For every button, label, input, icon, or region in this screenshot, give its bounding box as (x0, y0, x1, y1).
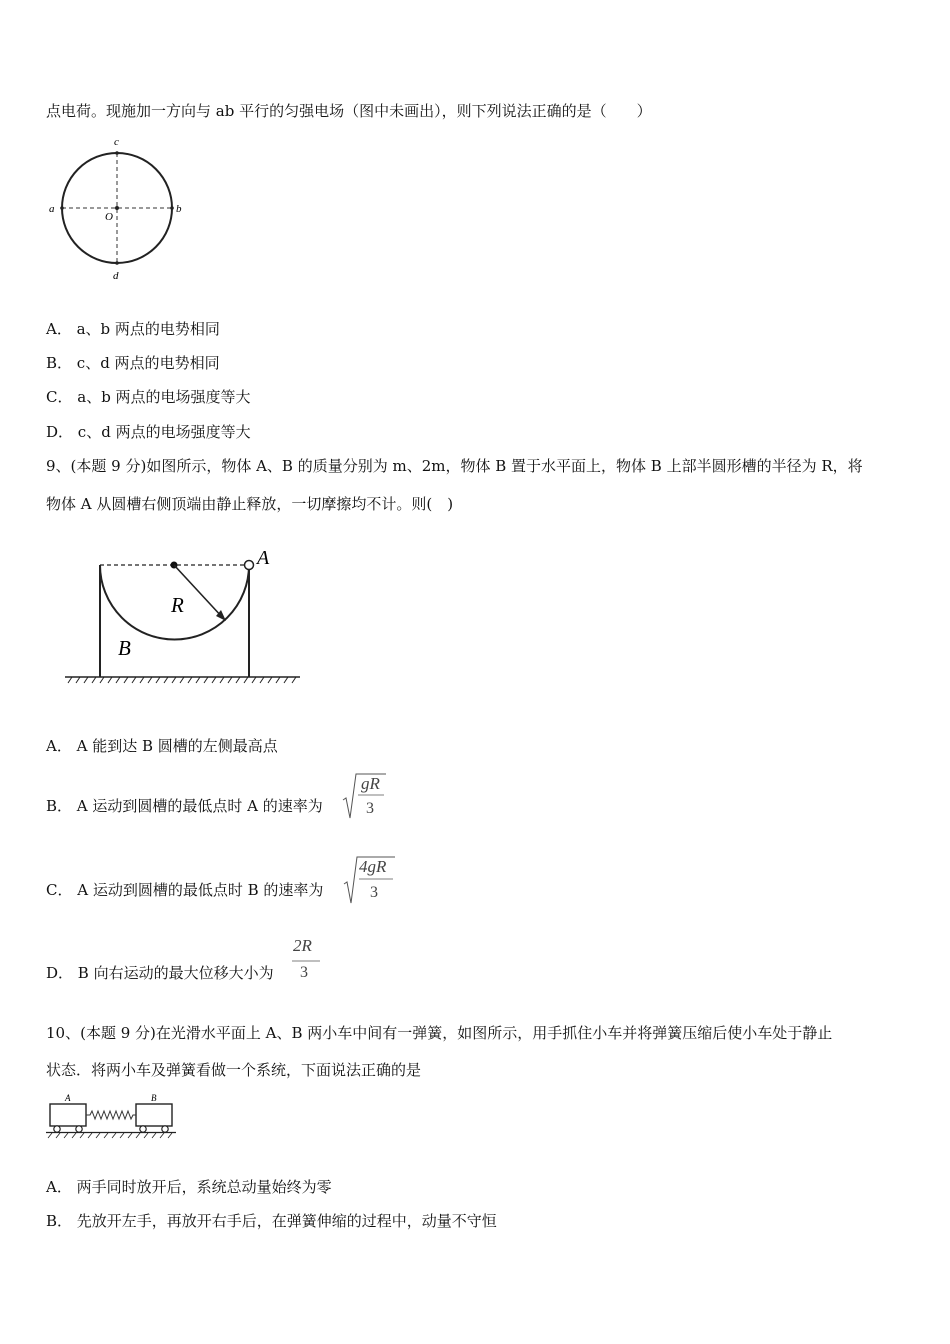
q8-circle-figure (44, 132, 194, 284)
q10-stem-line1: 10、(本题 9 分)在光滑水平面上 A、B 两小车中间有一弹簧，如图所示，用手抓住小车并将弹簧压缩后使小车处于静止 (46, 1024, 833, 1042)
q10-stem-line2: 状态．将两小车及弹簧看做一个系统，下面说法正确的是 (46, 1061, 422, 1079)
q9-option-b: B． A 运动到圆槽的最低点时 A 的速率为 (46, 797, 323, 815)
cart-b (136, 1104, 172, 1126)
label-a: A (257, 547, 270, 569)
formula-d-numerator: 2R (293, 936, 312, 955)
label-b: B (118, 636, 131, 660)
q9-option-c: C． A 运动到圆槽的最低点时 B 的速率为 (46, 881, 324, 899)
q9-option-a: A． A 能到达 B 圆槽的左侧最高点 (46, 737, 278, 755)
ground-hatching (68, 677, 296, 683)
formula-b-denominator: 3 (366, 800, 374, 817)
spring (86, 1111, 136, 1119)
ball-a (245, 561, 254, 570)
q8-option-d: D． c、d 两点的电场强度等大 (46, 423, 251, 441)
cart-a (50, 1104, 86, 1126)
q8-option-a: A． a、b 两点的电势相同 (46, 320, 220, 338)
fraction-bar-d (290, 959, 322, 963)
label-a: a (49, 203, 55, 215)
q8-stem: 点电荷。现施加一方向与 ab 平行的匀强电场（图中未画出），则下列说法正确的是（ ） (46, 102, 652, 120)
formula-d-denominator: 3 (300, 964, 308, 981)
label-a: A (65, 1093, 71, 1103)
label-b: b (176, 203, 182, 215)
label-b: B (151, 1093, 157, 1103)
q10-carts-figure (44, 1090, 179, 1142)
q9-stem-line2: 物体 A 从圆槽右侧顶端由静止释放，一切摩擦均不计。则( ) (46, 495, 454, 513)
q9-groove-figure (60, 545, 310, 690)
label-o: O (105, 211, 113, 223)
q8-option-b: B． c、d 两点的电势相同 (46, 354, 220, 372)
q9-option-d: D． B 向右运动的最大位移大小为 (46, 964, 274, 982)
track-hatching (48, 1133, 172, 1138)
q10-option-a: A． 两手同时放开后，系统总动量始终为零 (46, 1178, 332, 1196)
label-d: d (113, 270, 119, 282)
label-c: c (114, 136, 119, 148)
formula-c-denominator: 3 (370, 884, 378, 901)
q9-stem-line1: 9、(本题 9 分)如图所示，物体 A、B 的质量分别为 m、2m，物体 B 置于水平面上，物体 B 上部半圆形槽的半径为 R，将 (46, 457, 863, 475)
q10-option-b: B． 先放开左手，再放开右手后，在弹簧伸缩的过程中，动量不守恒 (46, 1212, 497, 1230)
formula-b-numerator: gR (361, 774, 380, 793)
label-r: R (171, 593, 184, 617)
formula-c-numerator: 4gR (359, 857, 387, 876)
q8-option-c: C． a、b 两点的电场强度等大 (46, 388, 251, 406)
center-point (115, 206, 119, 210)
